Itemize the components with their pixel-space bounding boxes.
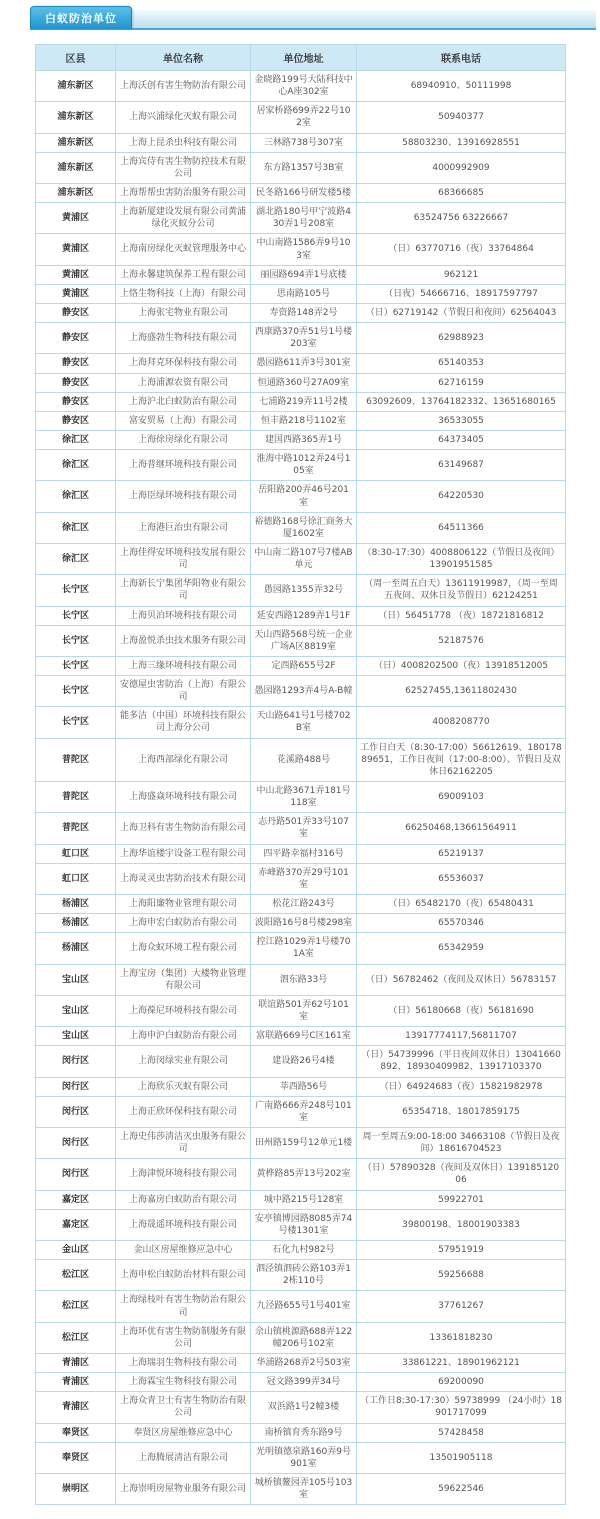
phone-cell: 962121 [357,265,566,284]
units-table-container [35,44,565,1505]
district-cell: 杨浦区 [36,933,116,964]
phone-cell: （8:30-17:30）4008806122（节假日及夜间）13901951585 [357,543,566,574]
phone-cell: 62716159 [357,373,566,392]
district-cell: 黄浦区 [36,265,116,284]
unit-name-cell: 上海兴浦绿化灭蚁有限公司 [116,102,251,133]
table-row [36,152,566,183]
table-row [36,234,566,265]
unit-name-cell: 上海申松白蚁防治材料有限公司 [116,1260,251,1291]
unit-name-cell: 上海众青卫士有害生物防治有限公司 [116,1392,251,1423]
phone-cell: 62988923 [357,323,566,354]
district-cell: 长宁区 [36,656,116,675]
phone-cell: 66250468,13661564911 [357,813,566,844]
page-header [0,4,600,34]
unit-name-cell: 上海徐房绿化有限公司 [116,430,251,449]
unit-address-cell: 光明镇德泉路160弄9号901室 [251,1442,357,1473]
unit-address-cell: 湖北路180号甲宁波路430弄1号208室 [251,203,357,234]
district-cell: 静安区 [36,373,116,392]
district-cell: 黄浦区 [36,203,116,234]
unit-address-cell: 居家桥路699弄22号102室 [251,102,357,133]
district-cell: 静安区 [36,411,116,430]
unit-address-cell: 安亭镇博园路8085弄74号楼1301室 [251,1209,357,1240]
unit-address-cell: 波阳路16号8号楼298室 [251,914,357,933]
district-cell: 奉贤区 [36,1442,116,1473]
phone-cell: 65140353 [357,354,566,373]
phone-cell: 13501905118 [357,1442,566,1473]
unit-name-cell: 上海臣绿环境科技有限公司 [116,481,251,512]
district-cell: 徐汇区 [36,430,116,449]
unit-name-cell: 上海申宏白蚁防治有限公司 [116,914,251,933]
district-cell: 徐汇区 [36,481,116,512]
district-cell: 虹口区 [36,844,116,863]
unit-name-cell: 上海崇明房屋物业服务有限公司 [116,1473,251,1504]
unit-name-cell: 奉贤区房屋维修应急中心 [116,1423,251,1442]
phone-cell: 68940910、50111998 [357,71,566,102]
unit-address-cell: 四平路幸福村316号 [251,844,357,863]
unit-name-cell: 上海佳得安环境科技发展有限公司 [116,543,251,574]
district-cell: 松江区 [36,1260,116,1291]
unit-address-cell: 富联路669号C区161室 [251,1027,357,1046]
unit-name-cell: 安德屋虫害防治（上海）有限公司 [116,676,251,707]
phone-cell: 57428458 [357,1423,566,1442]
district-cell: 长宁区 [36,707,116,738]
unit-address-cell: 民冬路166号研发楼5楼 [251,183,357,202]
phone-cell: 69200090 [357,1373,566,1392]
unit-address-cell: 裕德路168号徐汇商务大厦1602室 [251,512,357,543]
district-cell: 长宁区 [36,625,116,656]
phone-cell: （日）54739996（平日夜间双休日）13041660892、18930409982、13917103370 [357,1046,566,1077]
unit-address-cell: 建设路26号4楼 [251,1046,357,1077]
unit-address-cell: 松花江路243号 [251,895,357,914]
district-cell: 长宁区 [36,606,116,625]
phone-cell: 63092609、13764182332、13651680165 [357,392,566,411]
unit-name-cell: 上海西部绿化有限公司 [116,738,251,781]
unit-name-cell: 上海史伟莎清洁灭虫服务有限公司 [116,1128,251,1159]
phone-cell: （日）63770716（夜）33764864 [357,234,566,265]
phone-cell: （周一至周五白天）13611919987，（周一至周五夜间、双休日及节假日）62124251 [357,575,566,606]
table-row [36,1096,566,1127]
district-cell: 青浦区 [36,1373,116,1392]
unit-address-cell: 南桥镇育秀东路9号 [251,1423,357,1442]
unit-name-cell: 上海普继环境科技有限公司 [116,450,251,481]
table-row [36,265,566,284]
unit-address-cell: 恒通路360号27A09室 [251,373,357,392]
unit-name-cell: 上海灵灵虫害防治技术有限公司 [116,863,251,894]
table-row [36,1159,566,1190]
phone-cell: 69009103 [357,782,566,813]
unit-address-cell: 三林路738号307室 [251,133,357,152]
unit-name-cell: 上海张宅物业有限公司 [116,303,251,322]
unit-address-cell: 延安西路1289弄1号1F [251,606,357,625]
unit-address-cell: 志丹路501弄33号107室 [251,813,357,844]
units-table [35,44,566,1505]
district-cell: 青浦区 [36,1353,116,1372]
unit-name-cell: 上海三缘环境科技有限公司 [116,656,251,675]
phone-cell: （日）56180668（夜）56181690 [357,995,566,1026]
district-cell: 宝山区 [36,964,116,995]
table-row [36,481,566,512]
unit-name-cell: 上海上昆杀虫科技有限公司 [116,133,251,152]
unit-name-cell: 上海盈悦杀虫技术服务有限公司 [116,625,251,656]
unit-address-cell: 淮海中路1012弄24号105室 [251,450,357,481]
table-row [36,933,566,964]
table-row [36,133,566,152]
table-row [36,1077,566,1096]
unit-name-cell: 上海沃创有害生物防治有限公司 [116,71,251,102]
district-cell: 长宁区 [36,575,116,606]
unit-address-cell: 定西路655号2F [251,656,357,675]
unit-address-cell: 城中路215号128室 [251,1190,357,1209]
table-row [36,1240,566,1259]
table-row [36,373,566,392]
tab-label: 白蚁防治单位 [45,12,117,25]
table-row [36,707,566,738]
unit-address-cell: 花溪路488号 [251,738,357,781]
table-row [36,738,566,781]
table-row [36,1423,566,1442]
district-cell: 虹口区 [36,863,116,894]
unit-name-cell: 上海葆尼环境科技有限公司 [116,995,251,1026]
district-cell: 松江区 [36,1291,116,1322]
phone-cell: 65536037 [357,863,566,894]
phone-cell: （日）56782462（夜间及双休日）56783157 [357,964,566,995]
table-row [36,1291,566,1322]
district-cell: 静安区 [36,392,116,411]
phone-cell: 39800198、18001903383 [357,1209,566,1240]
district-cell: 宝山区 [36,1027,116,1046]
unit-address-cell: 城桥镇鳌园弄105号103室 [251,1473,357,1504]
phone-cell: （工作日8:30-17:30）59738999 （24小时）18901717099 [357,1392,566,1423]
phone-cell: （日）57890328（夜间及双休日）13918512006 [357,1159,566,1190]
unit-name-cell: 上海阳廉物业管理有限公司 [116,895,251,914]
district-cell: 金山区 [36,1240,116,1259]
unit-address-cell: 寿资路148弄2号 [251,303,357,322]
unit-name-cell: 上海盛焱环境科技有限公司 [116,782,251,813]
unit-name-cell: 上恪生物科技（上海）有限公司 [116,284,251,303]
table-row [36,102,566,133]
unit-name-cell: 上海贝泊环境科技有限公司 [116,606,251,625]
table-row [36,203,566,234]
table-row [36,656,566,675]
unit-address-cell: 愚园路1355弄32号 [251,575,357,606]
unit-name-cell: 上海绿枝叶有害生物防治有限公司 [116,1291,251,1322]
district-cell: 普陀区 [36,738,116,781]
unit-name-cell: 上海瑞羽生物科技有限公司 [116,1353,251,1372]
table-row [36,964,566,995]
unit-name-cell: 上海南房绿化灭蚁管理服务中心 [116,234,251,265]
table-row [36,1353,566,1372]
unit-address-cell: 广南路666弄248号101室 [251,1096,357,1127]
phone-cell: 64220530 [357,481,566,512]
district-cell: 闵行区 [36,1128,116,1159]
unit-name-cell: 上海拜克环保科技有限公司 [116,354,251,373]
district-cell: 浦东新区 [36,183,116,202]
district-cell: 徐汇区 [36,450,116,481]
table-row [36,676,566,707]
district-cell: 普陀区 [36,782,116,813]
unit-name-cell: 上海众蚁环境工程有限公司 [116,933,251,964]
district-cell: 徐汇区 [36,512,116,543]
phone-cell: 63524756 63226667 [357,203,566,234]
unit-address-cell: 愚园路611弄3号301室 [251,354,357,373]
unit-address-cell: 石化九村982号 [251,1240,357,1259]
tab-termite-units[interactable] [30,6,132,29]
district-cell: 青浦区 [36,1392,116,1423]
table-row [36,1190,566,1209]
phone-cell: 37761267 [357,1291,566,1322]
phone-cell: 57951919 [357,1240,566,1259]
phone-cell: 52187576 [357,625,566,656]
table-row [36,1473,566,1504]
unit-address-cell: 七浦路219弄11号2楼 [251,392,357,411]
phone-cell: （日）56451778 （夜）18721816812 [357,606,566,625]
phone-cell: 63149687 [357,450,566,481]
district-cell: 松江区 [36,1322,116,1353]
table-row [36,895,566,914]
unit-address-cell: 华浦路268弄2号503室 [251,1353,357,1372]
table-row [36,625,566,656]
unit-address-cell: 泗泾镇泗砖公路103弄12栋110号 [251,1260,357,1291]
district-cell: 浦东新区 [36,71,116,102]
district-cell: 黄浦区 [36,234,116,265]
phone-cell: 59922701 [357,1190,566,1209]
unit-name-cell: 上海正欣环保科技有限公司 [116,1096,251,1127]
district-cell: 宝山区 [36,995,116,1026]
district-cell: 静安区 [36,303,116,322]
district-cell: 崇明区 [36,1473,116,1504]
unit-name-cell: 金山区房屋维修应急中心 [116,1240,251,1259]
unit-address-cell: 黄桦路85弄13号202室 [251,1159,357,1190]
unit-address-cell: 愚园路1293弄4号A-B幢 [251,676,357,707]
table-row [36,995,566,1026]
district-cell: 杨浦区 [36,895,116,914]
table-row [36,575,566,606]
table-row [36,411,566,430]
phone-cell: 工作日白天（8:30-17:00）56612619、18017889651，工作日夜间（17:00-8:00）、节假日及双休日62162205 [357,738,566,781]
unit-address-cell: 西康路370弄51号1号楼203室 [251,323,357,354]
phone-cell: （日）4008202500（夜）13918512005 [357,656,566,675]
phone-cell: 65342959 [357,933,566,964]
table-row [36,284,566,303]
unit-name-cell: 上海永馨建筑保养工程有限公司 [116,265,251,284]
phone-cell: （日）62719142（节假日和夜间）62564043 [357,303,566,322]
district-cell: 普陀区 [36,813,116,844]
unit-name-cell: 上海新厦建设发展有限公司黄浦绿化灭蚁分公司 [116,203,251,234]
phone-cell: 36533055 [357,411,566,430]
table-row [36,1373,566,1392]
phone-cell: 4000992909 [357,152,566,183]
unit-address-cell: 佘山镇桃源路688弄122幢206号102室 [251,1322,357,1353]
district-cell: 长宁区 [36,676,116,707]
district-cell: 嘉定区 [36,1190,116,1209]
unit-name-cell: 上海申沪白蚁防治有限公司 [116,1027,251,1046]
table-row [36,1392,566,1423]
table-row [36,183,566,202]
table-row [36,392,566,411]
unit-name-cell: 上海卫科有害生物防治有限公司 [116,813,251,844]
unit-address-cell: 冠文路399弄34号 [251,1373,357,1392]
phone-cell: 65570346 [357,914,566,933]
unit-name-cell: 上海华谊楼宇设备工程有限公司 [116,844,251,863]
unit-name-cell: 上海津悦环境科技有限公司 [116,1159,251,1190]
unit-name-cell: 上海盛勃生物科技有限公司 [116,323,251,354]
table-row [36,1046,566,1077]
table-row [36,323,566,354]
phone-cell: 64511366 [357,512,566,543]
phone-cell: 64373405 [357,430,566,449]
unit-address-cell: 赤峰路370弄29号101室 [251,863,357,894]
unit-address-cell: 联谊路501弄62号101室 [251,995,357,1026]
column-header-unit-name: 单位名称 [116,45,251,71]
column-header-unit-address: 单位地址 [251,45,357,71]
unit-address-cell: 中山南路1586弄9号103室 [251,234,357,265]
district-cell: 嘉定区 [36,1209,116,1240]
phone-cell: 65354718、18017859175 [357,1096,566,1127]
table-row [36,1322,566,1353]
district-cell: 杨浦区 [36,914,116,933]
unit-address-cell: 莘西路56号 [251,1077,357,1096]
unit-name-cell: 上海欣乐灭蚁有限公司 [116,1077,251,1096]
table-row [36,1027,566,1046]
district-cell: 浦东新区 [36,152,116,183]
table-row [36,543,566,574]
unit-address-cell: 泗东路33号 [251,964,357,995]
table-row [36,844,566,863]
unit-address-cell: 建国西路365弄1号 [251,430,357,449]
unit-address-cell: 控江路1029弄1号楼701A室 [251,933,357,964]
unit-name-cell: 上海闵绿实业有限公司 [116,1046,251,1077]
unit-name-cell: 上海港巨治虫有限公司 [116,512,251,543]
unit-address-cell: 中山北路3671弄181号118室 [251,782,357,813]
unit-name-cell: 上海新长宁集团华阳物业有限公司 [116,575,251,606]
phone-cell: 周一至周五9:00-18:00 34663108（节假日及夜间）18616704523 [357,1128,566,1159]
phone-cell: 50940377 [357,102,566,133]
district-cell: 静安区 [36,354,116,373]
unit-name-cell: 上海沪北白蚁防治有限公司 [116,392,251,411]
table-row [36,813,566,844]
district-cell: 闵行区 [36,1096,116,1127]
column-header-phone: 联系电话 [357,45,566,71]
district-cell: 浦东新区 [36,102,116,133]
unit-name-cell: 上海晟遥环境科技有限公司 [116,1209,251,1240]
phone-cell: 33861221、18901962121 [357,1353,566,1372]
unit-name-cell: 上海浦源农资有限公司 [116,373,251,392]
unit-address-cell: 双浜路1号2幢3楼 [251,1392,357,1423]
phone-cell: （日）64924683（夜）15821982978 [357,1077,566,1096]
district-cell: 黄浦区 [36,284,116,303]
table-row [36,1442,566,1473]
table-row [36,71,566,102]
unit-address-cell: 田州路159号12单元1楼 [251,1128,357,1159]
district-cell: 奉贤区 [36,1423,116,1442]
unit-address-cell: 恒丰路218号1102室 [251,411,357,430]
unit-address-cell: 中山南二路107号7楼AB单元 [251,543,357,574]
phone-cell: 62527455,13611802430 [357,676,566,707]
phone-cell: （日夜）54666716、18917597797 [357,284,566,303]
table-row [36,430,566,449]
unit-name-cell: 上海霖宝生物科技有限公司 [116,1373,251,1392]
district-cell: 静安区 [36,323,116,354]
unit-address-cell: 思南路105号 [251,284,357,303]
table-row [36,1260,566,1291]
unit-address-cell: 天山西路568号统一企业广场A区8819室 [251,625,357,656]
unit-address-cell: 金晓路199号大陆科技中心A座302室 [251,71,357,102]
unit-name-cell: 富安贸易（上海）有限公司 [116,411,251,430]
table-row [36,354,566,373]
phone-cell: 68366685 [357,183,566,202]
phone-cell: 59622546 [357,1473,566,1504]
phone-cell: 59256688 [357,1260,566,1291]
table-header-row [36,45,566,71]
unit-name-cell: 上海宝房（集团）大楼物业管理有限公司 [116,964,251,995]
table-row [36,782,566,813]
column-header-district: 区县 [36,45,116,71]
table-row [36,1128,566,1159]
phone-cell: 58803230、13916928551 [357,133,566,152]
table-row [36,1209,566,1240]
district-cell: 闵行区 [36,1046,116,1077]
phone-cell: 13361818230 [357,1322,566,1353]
phone-cell: 65219137 [357,844,566,863]
phone-cell: 13917774117,56811707 [357,1027,566,1046]
unit-address-cell: 天山路641号1号楼702B室 [251,707,357,738]
phone-cell: 4008208770 [357,707,566,738]
unit-address-cell: 九泾路655号1号401室 [251,1291,357,1322]
phone-cell: （日）65482170（夜）65480431 [357,895,566,914]
unit-name-cell: 上海环优有害生物防制服务有限公司 [116,1322,251,1353]
unit-name-cell: 上海帮帮虫害防治服务有限公司 [116,183,251,202]
table-row [36,512,566,543]
district-cell: 闵行区 [36,1159,116,1190]
district-cell: 徐汇区 [36,543,116,574]
unit-name-cell: 上海宾侍有害生物防控技术有限公司 [116,152,251,183]
unit-name-cell: 能多洁（中国）环境科技有限公司上海分公司 [116,707,251,738]
table-row [36,863,566,894]
unit-address-cell: 丽园路694弄1号底楼 [251,265,357,284]
district-cell: 闵行区 [36,1077,116,1096]
table-row [36,303,566,322]
table-row [36,450,566,481]
table-row [36,606,566,625]
unit-address-cell: 岳阳路200弄46号201室 [251,481,357,512]
unit-name-cell: 上海腾展清洁有限公司 [116,1442,251,1473]
unit-address-cell: 东方路1357号3B室 [251,152,357,183]
district-cell: 浦东新区 [36,133,116,152]
table-row [36,914,566,933]
unit-name-cell: 上海嘉房白蚁防治有限公司 [116,1190,251,1209]
